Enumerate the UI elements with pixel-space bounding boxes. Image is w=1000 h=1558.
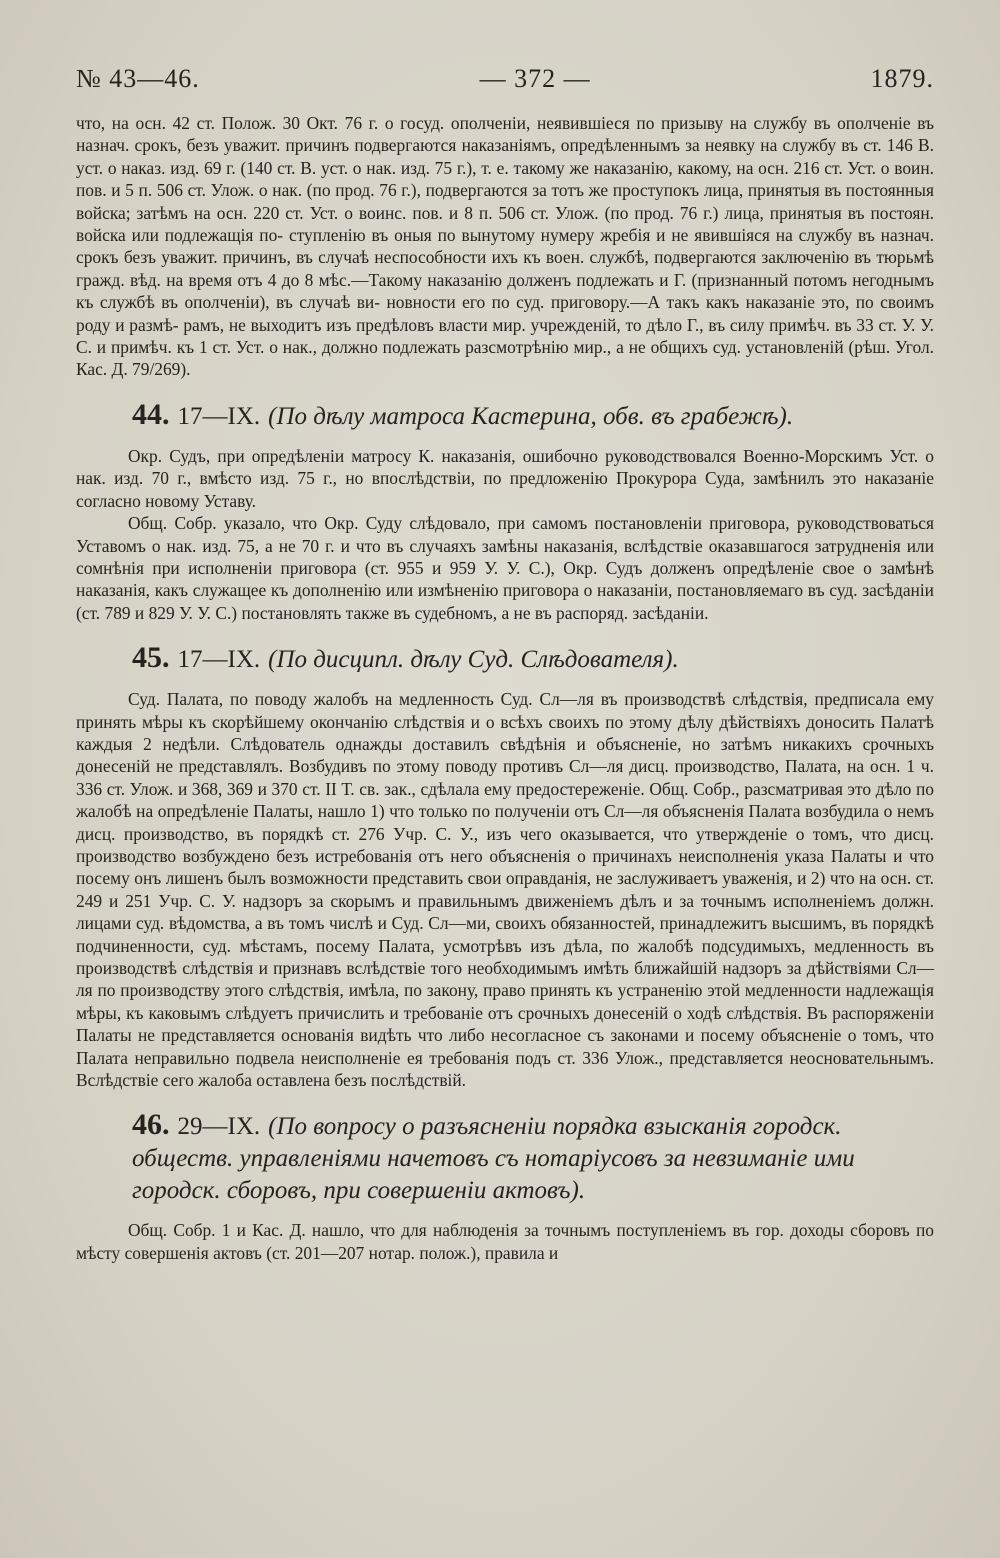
issue-numbers: № 43—46. (76, 64, 200, 93)
section-paragraph: Общ. Собр. указало, что Окр. Суду слѣдовало, при самомъ постановленіи приговора, руководствоваться Уставомъ о нак. изд. 75, а не 70 г. и что въ случаяхъ замѣны наказанія, вслѣдствіе оказавшагося затрудненія или сомнѣнія при исполненіи приговора (ст. 955 и 959 У. У. С.), Окр. Судъ долженъ опредѣленіе свое о замѣнѣ наказанія, какъ служащее къ дополненію или измѣненію приговора о наказаніи, постановляемаго въ суд. засѣданіи (ст. 789 и 829 У. У. С.) постановлять также въ судебномъ, а не въ распоряд. засѣданіи. (76, 513, 934, 623)
section-title: (По вопросу о разъясненіи порядка взысканія городск. обществ. управленіями начетовъ съ нотаріусовъ за невзиманіе ими городск. сборовъ, при совершеніи актовъ). (132, 1113, 855, 1205)
intro-paragraph: что, на осн. 42 ст. Полож. 30 Окт. 76 г. о госуд. ополченіи, неявившіеся по призыву на службу въ ополченіе въ назнач. срокъ, безъ уважит. причинъ подвергаются наказаніямъ, опредѣленнымъ за неявку на службу въ ст. 146 В. уст. о наказ. изд. 69 г. (140 ст. В. уст. о нак. изд. 75 г.), т. е. такому же наказанію, какому, на осн. 216 ст. Уст. о воин. пов. и 5 п. 506 ст. Улож. о нак. (по прод. 76 г.), подвергаются за тотъ же проступокъ лица, принятыя въ постоянныя войска; затѣмъ на осн. 220 ст. Уст. о воинс. пов. и 8 п. 506 ст. Улож. (по прод. 76 г.) лица, принятыя въ постоян. войска или подлежащія по- ступленію въ оныя по вынутому нумеру жребія и не явившіяся на службу въ назнач. срокъ безъ уважит. причинъ, въ случаѣ неспособности ихъ къ воен. службѣ, подвергаются заключенію въ тюрьмѣ гражд. вѣд. на время отъ 4 до 8 мѣс.—Такому наказанію долженъ подлежать и Г. (признанный потомъ негоднымъ къ службѣ въ ополченіи), въ случаѣ ви- новности его по суд. приговору.—А такъ какъ наказаніе это, по своимъ роду и размѣ- рамъ, не выходитъ изъ предѣловъ власти мир. учрежденій, то дѣло Г., въ силу примѣч. въ 33 ст. У. У. С. и примѣч. къ 1 ст. Уст. о нак., должно подлежать разсмотрѣнію мир., а не общихъ суд. установленій (рѣш. Угол. Кас. Д. 79/269). (76, 113, 935, 380)
section-date: 17—IX. (177, 646, 261, 674)
section-paragraph: Суд. Палата, по поводу жалобъ на медленность Суд. Сл—ля въ производствѣ слѣдствія, предписала ему принять мѣры къ скорѣйшему окончанію слѣдствія и о всѣхъ своихъ по этому дѣлу дѣйствіяхъ доносить Палатѣ каждыя 2 недѣли. Слѣдователь однажды доставилъ свѣдѣнія и объясненіе, но затѣмъ никакихъ срочныхъ донесеній не представлялъ. Возбудивъ по этому поводу противъ Сл—ля дисц. производство, Палата, на осн. 1 ч. 336 ст. Улож. и 368, 369 и 370 ст. II Т. св. зак., сдѣлала ему предостереженіе. Общ. Собр., разсматривая это дѣло по жалобѣ на опредѣленіе Палаты, нашло 1) что только по полученіи отъ Сл—ля объясненія Палата возбудила о немъ дисц. производство, въ порядкѣ ст. 276 Учр. С. У., изъ чего оказывается, что утвержденіе о томъ, что дисц. производство возбуждено безъ истребованія отъ него объясненія о причинахъ неисполненія указа Палаты и что посему онъ лишенъ былъ возможности представить свои оправданія, не заслуживаетъ уваженія, и 2) что на осн. ст. 249 и 251 Учр. С. У. надзоръ за скорымъ и правильнымъ движеніемъ дѣлъ и за точнымъ исполненіемъ должн. лицами суд. вѣдомства, а въ томъ числѣ и Суд. Сл—ми, своихъ обязанностей, принадлежитъ высшимъ, въ порядкѣ подчиненности, суд. мѣстамъ, посему Палата, усмотрѣвъ изъ дѣла, по жалобѣ подсудимыхъ, медленность въ производствѣ слѣдствія и признавъ вслѣдствіе того необходимымъ имѣть ближайшій надзоръ за дѣйствіями Сл—ля по производству этого слѣдствія, имѣла, по закону, право принять къ устраненію этой медленности надлежащія мѣры, къ каковымъ слѣдуетъ причислить и требованіе отъ срочныхъ донесеній о ходѣ слѣдствія. Въ распоряженіи Палаты не представляется основанія видѣть что либо несогласное съ законами и посему объясненіе о томъ, что Палата неправильно подвела неисполненіе ея требованія подъ ст. 336 Улож., представляется неосновательнымъ. Вслѣдствіе сего жалоба оставлена безъ послѣдствій. (76, 689, 934, 1091)
section-heading-44 (132, 399, 934, 433)
page-number: — 372 — (479, 64, 591, 93)
section-title: (По дѣлу матроса Кастерина, обв. въ грабежѣ). (268, 402, 794, 430)
section-number: 46. (132, 1108, 170, 1142)
section-date: 29—IX. (177, 1113, 261, 1141)
year: 1879. (870, 64, 934, 93)
page-header (76, 64, 934, 94)
section-paragraph: Общ. Собр. 1 и Кас. Д. нашло, что для наблюденія за точнымъ поступленіемъ въ гор. доходы сборовъ по мѣсту совершенія актовъ (ст. 201—207 нотар. полож.), правила и (76, 1220, 934, 1263)
section-title: (По дисципл. дѣлу Суд. Слѣдователя). (268, 646, 679, 674)
section-number: 45. (132, 641, 170, 675)
section-paragraph: Окр. Судъ, при опредѣленіи матросу К. наказанія, ошибочно руководствовался Военно-Морскимъ Уст. о нак. изд. 70 г., вмѣсто изд. 75 г., но впослѣдствіи, по предложенію Прокурора Суда, замѣнилъ это наказаніе согласно новому Уставу. (76, 445, 934, 511)
section-date: 17—IX. (177, 402, 261, 430)
section-number: 44. (132, 397, 170, 431)
section-heading-46 (76, 1109, 934, 1207)
section-heading-45 (132, 642, 934, 676)
